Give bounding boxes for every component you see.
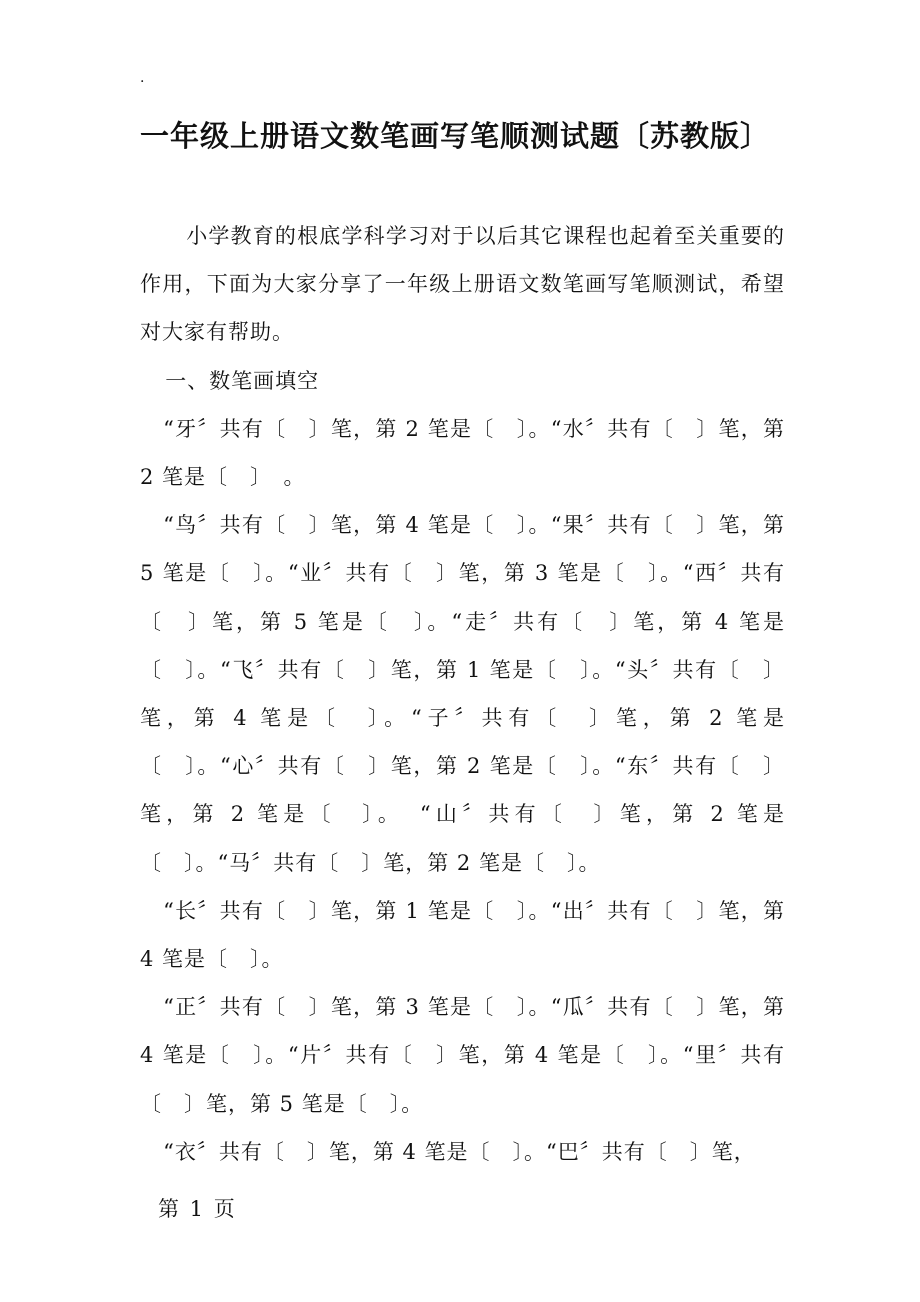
section-heading: 一、数笔画填空 bbox=[165, 368, 320, 393]
page-number: 第 1 页 bbox=[158, 1197, 237, 1221]
exercise-paragraph: “长〞共有〔 〕笔，第 1 笔是〔 〕。“出〞共有〔 〕笔，第 4 笔是〔 〕。 bbox=[140, 898, 785, 972]
document-title: 一年级上册语文数笔画写笔顺测试题〔苏教版〕 bbox=[140, 119, 771, 153]
exercise-paragraph: “鸟〞共有〔 〕笔，第 4 笔是〔 〕。“果〞共有〔 〕笔，第 5 笔是〔 〕。“业〞共有〔 〕笔，第 3 笔是〔 〕。“西〞共有〔 〕笔，第 5 笔是〔 〕。“走〞共有〔 〕笔，第 4 笔是〔 〕。“飞〞共有〔 〕笔，第 1 笔是〔 〕。“头〞共有〔 〕笔，第 4 笔是〔 〕。“子〞共有〔 〕笔，第 2 笔是〔 〕。“心〞共有〔 〕笔，第 2 笔是〔 〕。“东〞共有〔 〕笔，第 2 笔是〔 〕。 “山〞共有〔 〕笔，第 2 笔是〔 〕。“马〞共有〔 〕笔，第 2 笔是〔 〕。 bbox=[140, 513, 785, 875]
document-body bbox=[140, 212, 785, 1176]
exercise-paragraph: “衣〞共有〔 〕笔，第 4 笔是〔 〕。“巴〞共有〔 〕笔， bbox=[163, 1139, 756, 1164]
header-mark: · bbox=[140, 74, 145, 90]
exercise-paragraph: “牙〞共有〔 〕笔，第 2 笔是〔 〕。“水〞共有〔 〕笔，第 2 笔是〔 〕 。 bbox=[140, 416, 785, 490]
exercise-paragraph: “正〞共有〔 〕笔，第 3 笔是〔 〕。“瓜〞共有〔 〕笔，第 4 笔是〔 〕。“片〞共有〔 〕笔，第 4 笔是〔 〕。“里〞共有〔 〕笔，第 5 笔是〔 〕。 bbox=[140, 995, 785, 1116]
intro-paragraph: 小学教育的根底学科学习对于以后其它课程也起着至关重要的作用，下面为大家分享了一年级上册语文数笔画写笔顺测试，希望对大家有帮助。 bbox=[140, 224, 785, 345]
